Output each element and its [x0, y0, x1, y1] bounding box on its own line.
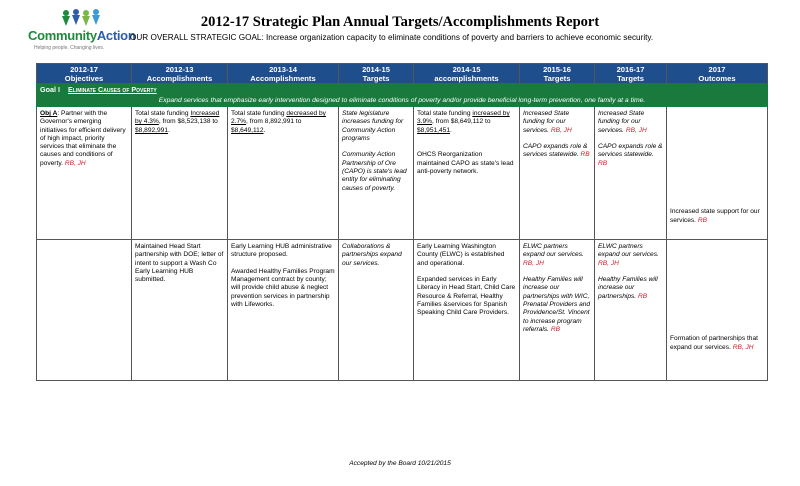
col-header-2013-14: 2013-14 Accomplishments — [228, 64, 339, 84]
goal-description: Expand services that emphasize early intervention designed to eliminate conditions of poverty and/or provide beneficial long-term prevention, one family at a time. — [37, 96, 768, 107]
table-row — [37, 107, 768, 240]
cell-2014-15-accomplishments: Total state funding increased by 3.9%, from $8,649,112 to $8,951,451. OHCS Reorganization maintained CAPO as state's lead anti-poverty network. — [414, 107, 520, 240]
col-header-2015-16: 2015-16 Targets — [520, 64, 595, 84]
cell-2016-17: ELWC partners expand our services. RB, JH Healthy Families will increase our partnerships. RB — [595, 240, 667, 381]
cell-2014-15-targets: State legislature increases funding for Community Action programs Community Action Partnership of Ore (CAPO) is state's lead entity for eliminating causes of poverty. — [339, 107, 414, 240]
cell-2014-15-targets: Collaborations & partnerships expand our services. — [339, 240, 414, 381]
objective-cell: Obj A: Partner with the Governor's emerging initiatives for efficient delivery of high impact, priority services that eliminate the causes and conditions of poverty. RB, JH — [37, 107, 132, 240]
col-header-2014-15-accomplishments: 2014-15 accomplishments — [414, 64, 520, 84]
cell-2013-14: Early Learning HUB administrative structure proposed. Awarded Healthy Families Program Management contract by county; will provide child abuse & neglect prevention services in partnership with Lifeworks. — [228, 240, 339, 381]
col-header-2017-outcomes: 2017 Outcomes — [667, 64, 768, 84]
footer-note: Accepted by the Board 10/21/2015 — [349, 460, 451, 467]
goal-title: Eliminate Causes of Poverty — [67, 85, 157, 94]
targets-table — [36, 63, 768, 381]
goal-heading: Goal I Eliminate Causes of Poverty — [37, 84, 768, 96]
cell-2012-13: Total state funding Increased by 4.3%, from $8,523,138 to $8,892,991. — [132, 107, 228, 240]
strategic-goal: OUR OVERALL STRATEGIC GOAL: Increase organization capacity to eliminate conditions of poverty and barriers to achieve economic security. — [130, 33, 654, 42]
cell-2012-13: Maintained Head Start partnership with DOE; letter of intent to support a Wash Co Early Learning HUB submitted. — [132, 240, 228, 381]
goal-description-row — [37, 96, 768, 107]
cell-2015-16: Increased State funding for our services. RB, JH CAPO expands role & services statewide. RB — [520, 107, 595, 240]
col-header-2014-15-targets: 2014-15 Targets — [339, 64, 414, 84]
cell-2017-outcomes: Increased state support for our services. RB — [667, 107, 768, 240]
report-title: 2012-17 Strategic Plan Annual Targets/Accomplishments Report — [200, 14, 600, 30]
logo-tagline: Helping people. Changing lives. — [34, 45, 105, 51]
cell-2016-17: Increased State funding for our services. RB, JH CAPO expands role & services statewide. RB — [595, 107, 667, 240]
goal-row — [37, 84, 768, 96]
cell-2017-outcomes: Formation of partnerships that expand our services. RB, JH — [667, 240, 768, 381]
logo-wordmark: CommunityAction — [28, 28, 136, 43]
col-header-objectives: 2012-17 Objectives — [37, 64, 132, 84]
cell-2015-16: ELWC partners expand our services. RB, JH Healthy Families will increase our partnerships with WIC, Prenatal Providers and Providence/St. Vincent to increase program referrals. RB — [520, 240, 595, 381]
col-header-2012-13: 2012-13 Accomplishments — [132, 64, 228, 84]
table-header-row — [37, 64, 768, 84]
col-header-2016-17: 2016-17 Targets — [595, 64, 667, 84]
cell-2014-15-accomplishments: Early Learning Washington County (ELWC) is established and operational. Expanded services in Early Literacy in Head Start, Child Care Resource & Referral, Healthy Families &services for Spanish Speaking Child Care Providers. — [414, 240, 520, 381]
cell-2013-14: Total state funding decreased by 2.7%, from 8,892,991 to $8,649,112. — [228, 107, 339, 240]
table-row — [37, 240, 768, 381]
objective-cell — [37, 240, 132, 381]
initials: RB, JH — [64, 159, 86, 167]
